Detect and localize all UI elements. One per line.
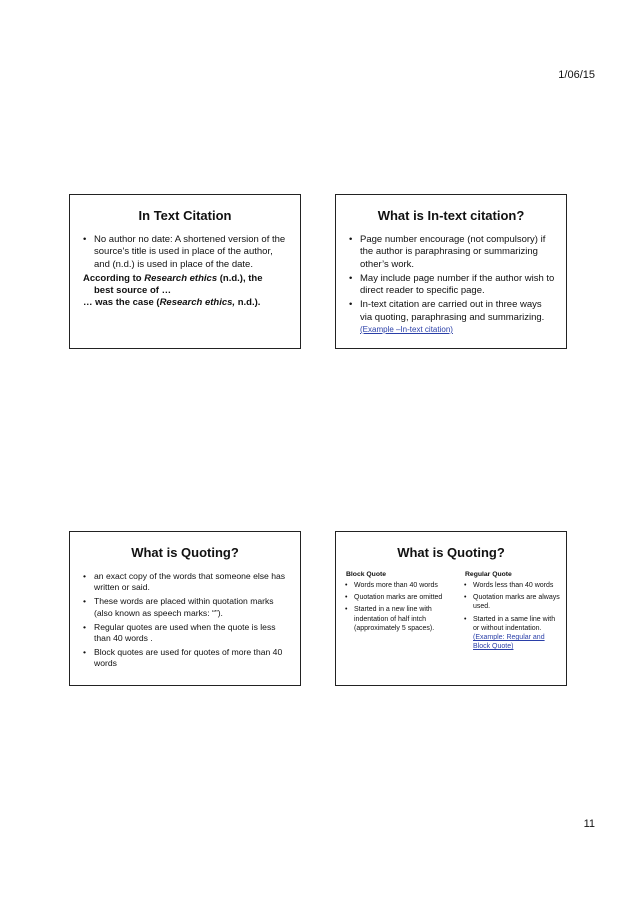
regular-quote-column [462,571,560,654]
example-text: (n.d.), the [217,272,263,284]
bullet-item: • Words more than 40 words [343,581,454,590]
example-text: … was the case ( [83,297,160,309]
example-in-text-citation-link[interactable]: (Example –In-text citation) [360,325,453,335]
example-emphasis: Research ethics [144,272,218,284]
bullet-item: • Block quotes are used for quotes of more than 40 words [83,647,290,669]
slide-what-is-in-text-citation [335,194,567,349]
bullet-item: • These words are placed within quotation marks (also known as speech marks: “”). [83,596,290,618]
bullet-text: Started in a same line with or without indentation. [473,615,556,632]
example-text: n.d.). [235,297,261,309]
bullet-list [462,581,560,651]
example-line: best source of … [94,285,172,297]
bullet-item: • Quotation marks are omitted [343,593,454,602]
bullet-item: • Words less than 40 words [462,581,560,590]
example-emphasis: Research ethics, [159,297,236,309]
block-quote-column [343,571,454,654]
slide-in-text-citation [69,194,301,349]
bullet-item: • Page number encourage (not compulsory) if the author is paraphrasing or summarizing other’s work. [349,234,556,271]
page-date: 1/06/15 [558,69,595,81]
bullet-list [70,234,300,271]
bullet-item: • May include page number if the author wish to direct reader to specific page. [349,273,556,298]
bullet-item: • No author no date: A shortened version of the source's title is used in place of the author, and (n.d.) is used in place of the date. [83,234,290,271]
page-number: 11 [583,818,595,830]
slide-what-is-quoting-comparison [335,531,567,686]
slide-title: What is Quoting? [131,545,239,560]
slide-what-is-quoting [69,531,301,686]
quote-comparison [336,571,566,654]
bullet-item [462,615,560,652]
bullet-text: In-text citation are carried out in three ways via quoting, paraphrasing and summarizing. [360,299,545,323]
slide-title: What is In-text citation? [377,208,525,223]
bullet-item: • an exact copy of the words that someone else has written or said. [83,571,290,593]
column-heading: Regular Quote [465,571,512,578]
slide-title: What is Quoting? [397,545,505,560]
column-heading: Block Quote [346,571,387,578]
example-line [83,273,290,285]
bullet-list [336,234,566,336]
bullet-item: • Regular quotes are used when the quote is less than 40 words . [83,622,290,644]
example-line [83,297,290,309]
bullet-item: • Started in a new line with indentation of half intch (approximately 5 spaces). [343,605,454,633]
bullet-list [70,571,300,670]
example-regular-block-quote-link[interactable]: (Example: Regular and Block Quote) [473,634,545,651]
slide-title: In Text Citation [138,208,232,223]
example-text: According to [83,272,145,284]
bullet-item: • Quotation marks are always used. [462,593,560,611]
bullet-list [343,581,454,633]
citation-example [70,273,300,310]
bullet-item [349,299,556,336]
